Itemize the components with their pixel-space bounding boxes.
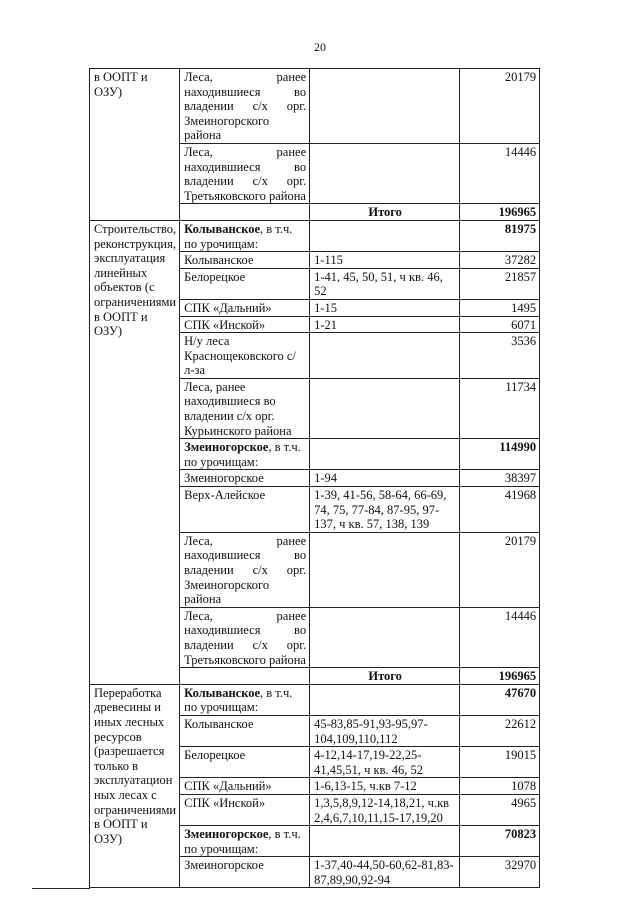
total-value: 196965: [460, 204, 540, 221]
area-value: 1495: [460, 299, 540, 316]
tract-name: Леса, ранее находившиеся во владении с/х орг. Курьинского района: [180, 378, 310, 438]
blocks-cell: 1-15: [310, 299, 460, 316]
table-row: [90, 69, 540, 144]
blocks-cell: 1,3,5,8,9,12-14,18,21, ч.кв 2,4,6,7,10,11,15-17,19,20: [310, 794, 460, 825]
forestry-name: Змеиногорское: [184, 440, 269, 455]
blocks-cell: [310, 826, 460, 857]
area-value: 4965: [460, 794, 540, 825]
blocks-cell: 1-115: [310, 252, 460, 269]
area-name-line: Леса, ранее: [184, 608, 307, 623]
category-cell: в ООПТ и ОЗУ): [90, 69, 180, 221]
forestry-total: 114990: [460, 439, 540, 470]
area-name-tail: Змеиногорского района: [184, 577, 270, 607]
tract-name: Змеиногорское: [180, 470, 310, 487]
blocks-cell: [310, 143, 460, 203]
area-value: 20179: [460, 69, 540, 144]
tract-name: СПК «Инской»: [180, 794, 310, 825]
blocks-cell: [310, 69, 460, 144]
blocks-cell: 1-94: [310, 470, 460, 487]
tract-name: СПК «Инской»: [180, 316, 310, 333]
blocks-cell: [310, 439, 460, 470]
blocks-cell: 4-12,14-17,19-22,25-41,45,51, ч кв. 46, 52: [310, 747, 460, 778]
blocks-cell: [310, 378, 460, 438]
forestry-suffix: , в т.ч. по урочищам:: [184, 440, 301, 469]
total-label: Итого: [310, 204, 460, 221]
forestry-header: [180, 684, 310, 715]
area-name-tail: Третьяковского района: [184, 188, 306, 203]
area-value: 14446: [460, 143, 540, 203]
blocks-cell: [310, 607, 460, 667]
area-name-tail: Третьяковского района: [184, 652, 306, 667]
forestry-suffix: , в т.ч. по урочищам:: [184, 827, 301, 856]
area-value: 1078: [460, 778, 540, 795]
empty-cell: [180, 668, 310, 685]
area-value: 19015: [460, 747, 540, 778]
tract-name: Змеиногорское: [180, 857, 310, 888]
blocks-cell: [310, 532, 460, 607]
area-name-cell: [180, 607, 310, 667]
area-value: 41968: [460, 487, 540, 533]
forestry-total: 70823: [460, 826, 540, 857]
area-name-line: владении с/х орг.: [184, 637, 307, 652]
forestry-total: 47670: [460, 684, 540, 715]
area-name-cell: [180, 69, 310, 144]
forestry-name: Колыванское: [184, 221, 261, 236]
blocks-cell: [310, 220, 460, 251]
tract-name: Колыванское: [180, 715, 310, 746]
blocks-cell: 1-41, 45, 50, 51, ч кв. 46, 52: [310, 268, 460, 299]
blocks-cell: 1-6,13-15, ч.кв 7-12: [310, 778, 460, 795]
page-number: 20: [314, 40, 326, 54]
tract-name: СПК «Дальний»: [180, 299, 310, 316]
area-value: 32970: [460, 857, 540, 888]
tract-name: Белорецкое: [180, 747, 310, 778]
area-value: 6071: [460, 316, 540, 333]
tract-name: Верх-Алейское: [180, 487, 310, 533]
area-name-line: владении с/х орг.: [184, 99, 307, 114]
area-name-line: Леса, ранее: [184, 533, 307, 548]
blocks-cell: [310, 684, 460, 715]
category-cell: Строительство, реконструкция, эксплуатация линейных объектов (с ограничениями в ООПТ и ОЗУ): [90, 220, 180, 684]
area-value: 3536: [460, 333, 540, 379]
tract-name: Белорецкое: [180, 268, 310, 299]
tract-name: Колыванское: [180, 252, 310, 269]
tract-name: СПК «Дальний»: [180, 778, 310, 795]
area-value: 38397: [460, 470, 540, 487]
area-name-cell: [180, 143, 310, 203]
area-name-line: находившиеся во: [184, 623, 307, 638]
category-cell: Переработка древесины и иных лесных ресурсов (разрешается только в эксплуатацион ных лесах с ограничениями в ООПТ и ОЗУ): [90, 684, 180, 888]
area-name-line: Леса, ранее: [184, 144, 307, 159]
forestry-suffix: , в т.ч. по урочищам:: [184, 221, 293, 251]
blocks-cell: [310, 333, 460, 379]
area-value: 14446: [460, 607, 540, 667]
table-row: [90, 220, 540, 251]
forest-use-table: [89, 68, 540, 888]
forestry-name: Змеиногорское: [184, 827, 269, 842]
area-value: 37282: [460, 252, 540, 269]
forestry-total: 81975: [460, 220, 540, 251]
table-row: [90, 684, 540, 715]
forestry-name: Колыванское: [184, 685, 261, 700]
forestry-header: [180, 826, 310, 857]
forestry-suffix: , в т.ч. по урочищам:: [184, 685, 293, 715]
tract-name: Н/у леса Краснощековского с/л-за: [180, 333, 310, 379]
forestry-header: [180, 220, 310, 251]
area-name-line: находившиеся во: [184, 548, 307, 563]
forestry-header: [180, 439, 310, 470]
total-label: Итого: [310, 668, 460, 685]
area-name-line: владении с/х орг.: [184, 174, 307, 189]
area-name-line: владении с/х орг.: [184, 563, 307, 577]
area-name-line: находившиеся во: [184, 84, 307, 99]
footnote-divider: [32, 888, 90, 889]
empty-cell: [180, 204, 310, 221]
blocks-cell: 1-21: [310, 316, 460, 333]
area-name-tail: Змеиногорского района: [184, 113, 270, 143]
blocks-cell: 45-83,85-91,93-95,97-104,109,110,112: [310, 715, 460, 746]
area-value: 21857: [460, 268, 540, 299]
area-value: 22612: [460, 715, 540, 746]
area-name-line: Леса, ранее: [184, 70, 307, 84]
area-value: 20179: [460, 532, 540, 607]
total-value: 196965: [460, 668, 540, 685]
area-value: 11734: [460, 378, 540, 438]
area-name-line: находившиеся во: [184, 159, 307, 174]
blocks-cell: 1-39, 41-56, 58-64, 66-69, 74, 75, 77-84, 87-95, 97-137, ч кв. 57, 138, 139: [310, 487, 460, 533]
area-name-cell: [180, 532, 310, 607]
blocks-cell: 1-37,40-44,50-60,62-81,83-87,89,90,92-94: [310, 857, 460, 888]
